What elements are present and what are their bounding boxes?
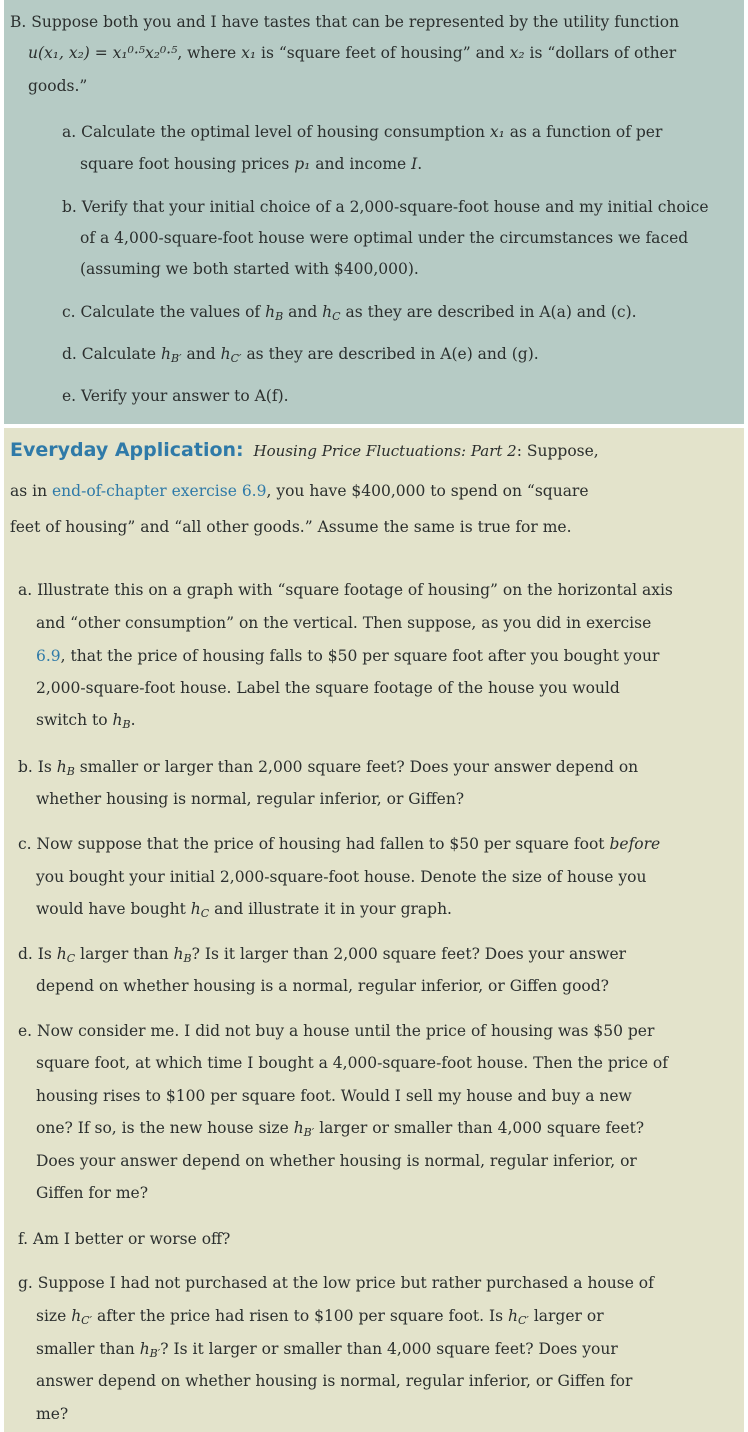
everyday-item-a: a. Illustrate this on a graph with “square footage of housing” on the horizontal axis [18, 581, 673, 599]
everyday-item-e-line3: housing rises to $100 per square foot. Would I sell my house and buy a new [36, 1087, 632, 1105]
everyday-item-g-line4: answer depend on whether housing is normal, regular inferior, or Giffen for [36, 1372, 633, 1390]
everyday-item-g-line2: size $h_{C'}$ after the price had risen to $100 per square foot. Is $h_{C'}$ larger or [36, 1307, 604, 1327]
part-b-item-b-line3: (assuming we both started with $400,000). [80, 260, 419, 278]
part-b-item-c: c. Calculate the values of $h_B$ and $h_C$ as they are described in A(a) and (c). [62, 303, 637, 323]
everyday-item-c-line3: would have bought $h_C$ and illustrate it in your graph. [36, 900, 452, 920]
everyday-item-e-line5: Does your answer depend on whether housing is normal, regular inferior, or [36, 1152, 637, 1170]
everyday-item-c-line2: you bought your initial 2,000-square-foot house. Denote the size of house you [36, 868, 647, 886]
everyday-item-a-line2: and “other consumption” on the vertical. Then suppose, as you did in exercise [36, 614, 652, 632]
exercise-6-9-link[interactable]: 6.9 [36, 647, 61, 665]
everyday-item-d: d. Is $h_C$ larger than $h_B$? Is it larger than 2,000 square feet? Does your answer [18, 945, 627, 965]
everyday-item-c: c. Now suppose that the price of housing had fallen to $50 per square foot before [18, 835, 661, 853]
everyday-heading-line: Everyday Application: Housing Price Fluctuations: Part 2: Suppose, [10, 439, 599, 461]
part-b-item-b: b. Verify that your initial choice of a 2,000-square-foot house and my initial choice [62, 198, 709, 216]
part-b-item-b-line2: of a 4,000-square-foot house were optimal under the circumstances we faced [80, 229, 689, 247]
everyday-intro-line3: feet of housing” and “all other goods.” Assume the same is true for me. [10, 518, 572, 536]
everyday-item-d-line2: depend on whether housing is a normal, regular inferior, or Giffen good? [36, 977, 609, 995]
part-b-item-d: d. Calculate $h_{B'}$ and $h_{C'}$ as they are described in A(e) and (g). [62, 345, 539, 365]
part-b-intro-line2: u(x₁, x₂) = x₁⁰·⁵x₂⁰·⁵, where x₁ is “square feet of housing” and x₂ is “dollars of other [28, 44, 677, 62]
everyday-item-b: b. Is $h_B$ smaller or larger than 2,000 square feet? Does your answer depend on [18, 758, 639, 778]
everyday-item-g-line5: me? [36, 1405, 69, 1423]
everyday-item-e-line6: Giffen for me? [36, 1184, 149, 1202]
everyday-item-g: g. Suppose I had not purchased at the low price but rather purchased a house of [18, 1274, 654, 1292]
everyday-heading: Everyday Application: [10, 439, 244, 461]
everyday-intro-line2: as in end-of-chapter exercise 6.9, you have $400,000 to spend on “square [10, 482, 589, 500]
everyday-item-b-line2: whether housing is normal, regular inferior, or Giffen? [36, 790, 465, 808]
everyday-title: Housing Price Fluctuations: Part 2 [253, 442, 517, 460]
everyday-item-e-line4: one? If so, is the new house size $h_{B'}$ larger or smaller than 4,000 square feet? [36, 1119, 645, 1139]
exercise-link[interactable]: end-of-chapter exercise 6.9 [52, 482, 267, 500]
everyday-item-a-line4: 2,000-square-foot house. Label the square footage of the house you would [36, 679, 620, 697]
utility-function: u(x₁, x₂) = x₁⁰·⁵x₂⁰·⁵ [28, 44, 178, 62]
everyday-item-e-line2: square foot, at which time I bought a 4,000-square-foot house. Then the price of [36, 1054, 669, 1072]
everyday-item-g-line3: smaller than $h_{B'}$? Is it larger or smaller than 4,000 square feet? Does your [36, 1340, 618, 1360]
part-b-item-a-line2: square foot housing prices p₁ and income I. [80, 155, 423, 173]
part-b-intro-line3: goods.” [28, 77, 88, 95]
everyday-item-a-line5: switch to $h_B$. [36, 711, 136, 731]
everyday-item-f: f. Am I better or worse off? [18, 1230, 231, 1248]
everyday-item-e: e. Now consider me. I did not buy a house until the price of housing was $50 per [18, 1022, 655, 1040]
part-b-item-e: e. Verify your answer to A(f). [62, 387, 289, 405]
part-b-intro-line1: B. Suppose both you and I have tastes that can be represented by the utility function [10, 13, 680, 31]
part-b-item-a: a. Calculate the optimal level of housing consumption x₁ as a function of per [62, 123, 663, 141]
everyday-item-a-line3: 6.9, that the price of housing falls to $50 per square foot after you bought your [36, 647, 660, 665]
